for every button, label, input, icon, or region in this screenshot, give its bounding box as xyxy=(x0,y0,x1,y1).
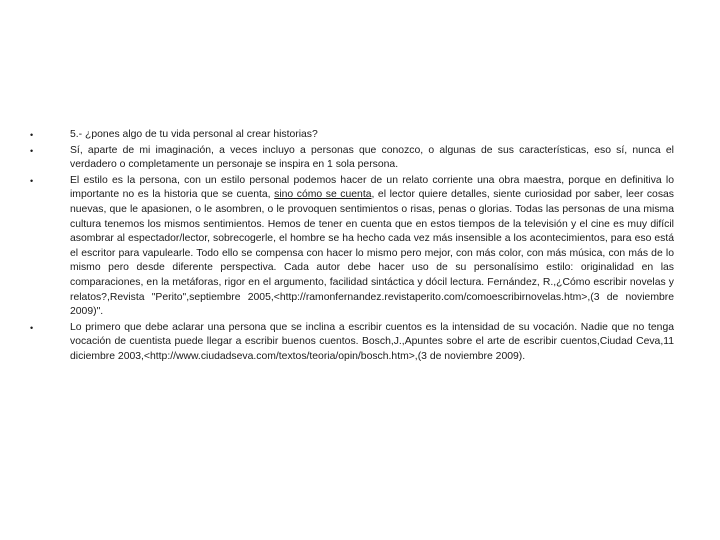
bullet-text-after: , el lector quiere detalles, siente curiosidad por saber, leer cosas nuevas, que le apasionen, o le asombren, o le provoquen sentimientos o risas, penas o glorias. Todas las personas de una misma cultura tenemos los mismos sentimientos. Hemos de tener en cuenta que en estos tiempos de la televisión y el cine es muy difícil asombrar al espectador/lector, sobrecogerle, el hombre se ha hecho cada vez más insensible a los acontecimientos, para eso está el escritor para vapulearle. Todo ello se compensa con hacer lo mismo pero mejor, con más color, con más música, con más de lo mismo pero desde diferente perspectiva. Cada autor debe hacer uso de su personalísimo estilo: originalidad en las comparaciones, en la metáforas, rigor en el argumento, facilidad sintáctica y dócil lectura. Fernández, R.,¿Cómo escribir novelas y relatos?,Revista "Perito",septiembre 2005,<http://ramonfernandez.revistaperito.com/comoescribirnovelas.htm>,(3 de noviembre 2009)". xyxy=(70,189,674,318)
bullet-item-vocation-quote xyxy=(30,321,674,365)
bullet-dot: • xyxy=(30,175,34,186)
bullet-text: 5.- ¿pones algo de tu vida personal al crear historias? xyxy=(70,129,318,140)
bullet-item-style-quote xyxy=(30,174,674,320)
bullet-item-answer xyxy=(30,144,674,173)
bullet-list xyxy=(30,128,674,366)
bullet-item-question xyxy=(30,128,674,143)
bullet-text-before: El estilo es la persona, con un estilo personal podemos hacer de un relato corriente una obra maestra, porque en definitiva lo importante no es la historia que se cuenta, xyxy=(70,174,674,201)
bullet-text: Lo primero que debe aclarar una persona que se inclina a escribir cuentos es la intensidad de su vocación. Nadie que no tenga vocación de cuentista puede llegar a escribir buenos cuentos. Bosch,J.,Apuntes sobre el arte de escribir cuentos,Ciudad Ceva,11 diciembre 2003,<http://www.ciudadseva.com/textos/teoria/opin/bosch.htm>,(3 de noviembre 2009). xyxy=(70,321,674,362)
bullet-dot: • xyxy=(30,130,34,140)
bullet-dot: • xyxy=(30,145,34,156)
bullet-dot: • xyxy=(30,322,34,333)
bullet-text-underlined: sino cómo se cuenta xyxy=(274,189,372,201)
bullet-text: Sí, aparte de mi imaginación, a veces incluyo a personas que conozco, o algunas de sus características, eso sí, nunca el verdadero o completamente un personaje se inspira en 1 sola persona. xyxy=(70,144,674,171)
